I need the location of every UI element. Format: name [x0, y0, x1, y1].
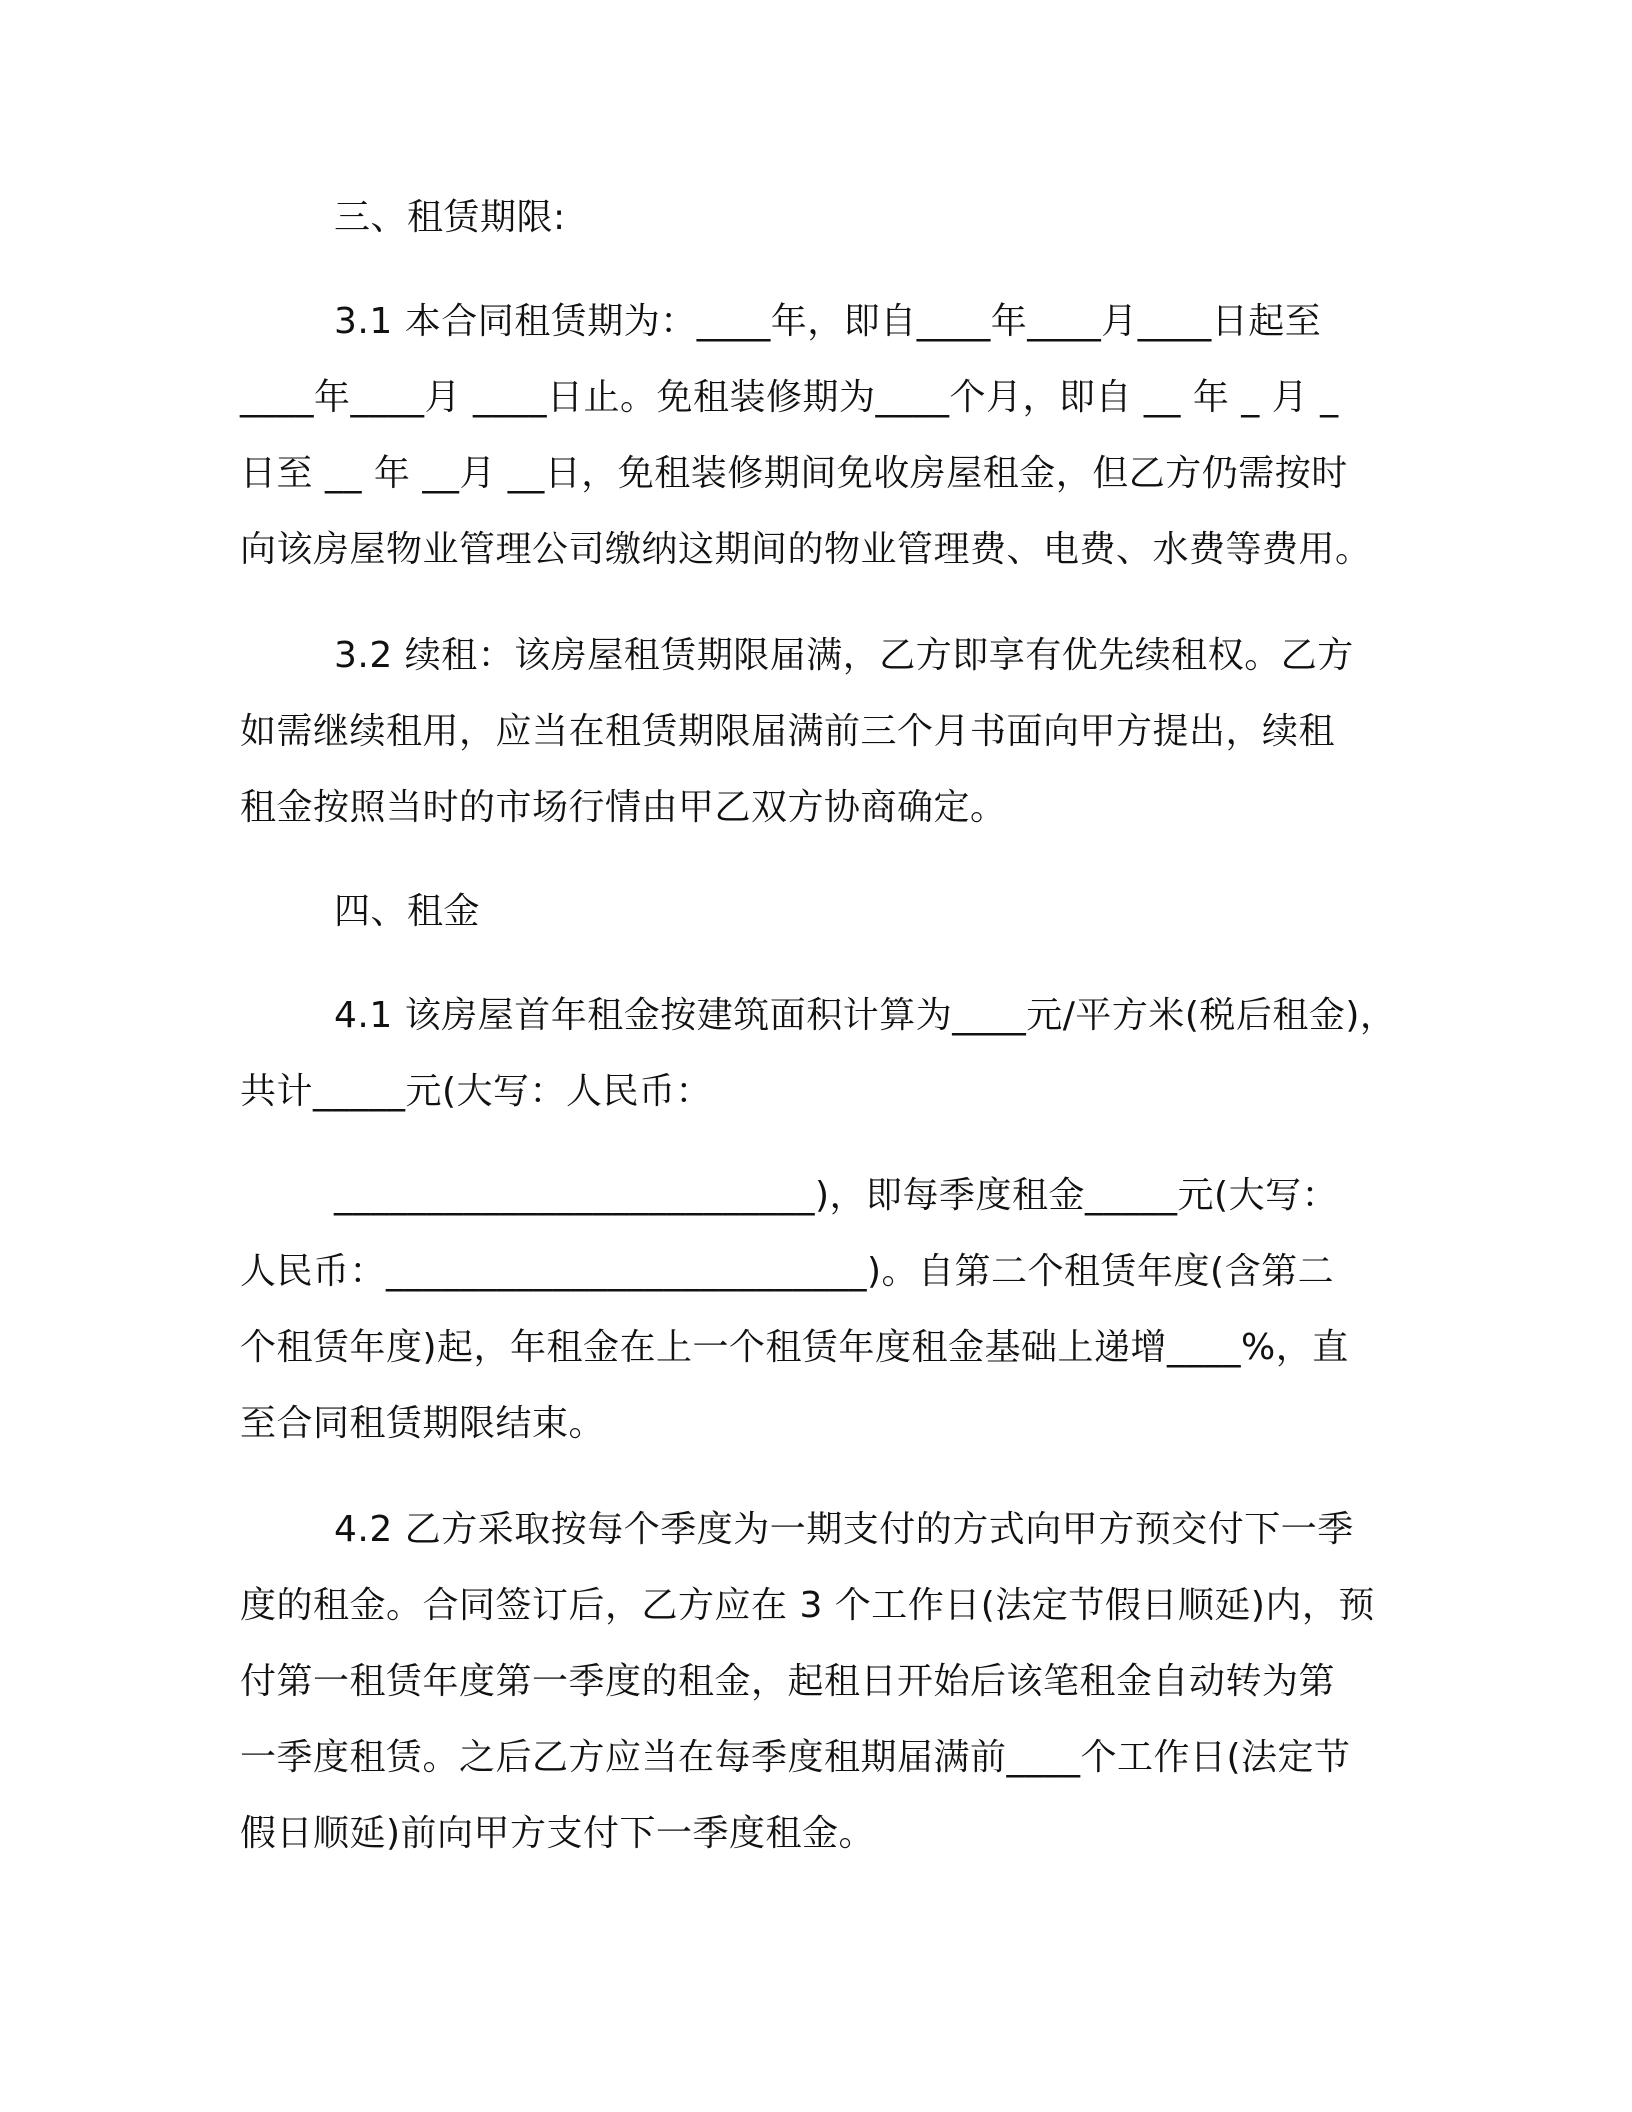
clause-4-1-line-4: 人民币：__________________________)。自第二个租赁年度(含第二: [240, 1251, 1335, 1292]
clause-4-2-line-3: 付第一租赁年度第一季度的租金，起租日开始后该笔租金自动转为第: [240, 1661, 1336, 1702]
clause-4-1-line-5: 个租赁年度)起，年租金在上一个租赁年度租金基础上递增____%，直: [240, 1327, 1349, 1368]
clause-4-2-line-5: 假日顺延)前向甲方支付下一季度租金。: [240, 1813, 876, 1854]
section-heading-lease-term: 三、租赁期限:: [334, 197, 566, 238]
clause-4-2-line-2: 度的租金。合同签订后，乙方应在 3 个工作日(法定节假日顺延)内，预: [240, 1585, 1375, 1626]
clause-3-1-line-1: 3.1 本合同租赁期为：____年，即自____年____月____日起至: [334, 301, 1322, 342]
clause-3-2-line-2: 如需继续租用，应当在租赁期限届满前三个月书面向甲方提出，续租: [240, 711, 1336, 752]
clause-3-1-line-3: 日至 __ 年 __月 __日，免租装修期间免收房屋租金，但乙方仍需按时: [240, 453, 1348, 494]
clause-4-2-line-1: 4.2 乙方采取按每个季度为一期支付的方式向甲方预交付下一季: [334, 1509, 1354, 1550]
clause-4-1-line-1: 4.1 该房屋首年租金按建筑面积计算为____元/平方米(税后租金)，: [334, 995, 1397, 1036]
clause-4-1-line-3: __________________________)，即每季度租金_____元(大写：: [334, 1175, 1339, 1216]
section-heading-rent: 四、租金: [334, 891, 481, 932]
clause-4-1-line-6: 至合同租赁期限结束。: [240, 1403, 606, 1444]
clause-3-1-line-4: 向该房屋物业管理公司缴纳这期间的物业管理费、电费、水费等费用。: [240, 529, 1372, 570]
clause-3-2-line-3: 租金按照当时的市场行情由甲乙双方协商确定。: [240, 787, 1007, 828]
clause-4-2-line-4: 一季度租赁。之后乙方应当在每季度租期届满前____个工作日(法定节: [240, 1737, 1351, 1778]
clause-3-2-line-1: 3.2 续租：该房屋租赁期限届满，乙方即享有优先续租权。乙方: [334, 635, 1354, 676]
clause-3-1-line-2: ____年____月 ____日止。免租装修期为____个月，即自 __ 年 _ 月 _: [240, 377, 1339, 418]
clause-4-1-line-2: 共计_____元(大写：人民币：: [240, 1071, 713, 1112]
